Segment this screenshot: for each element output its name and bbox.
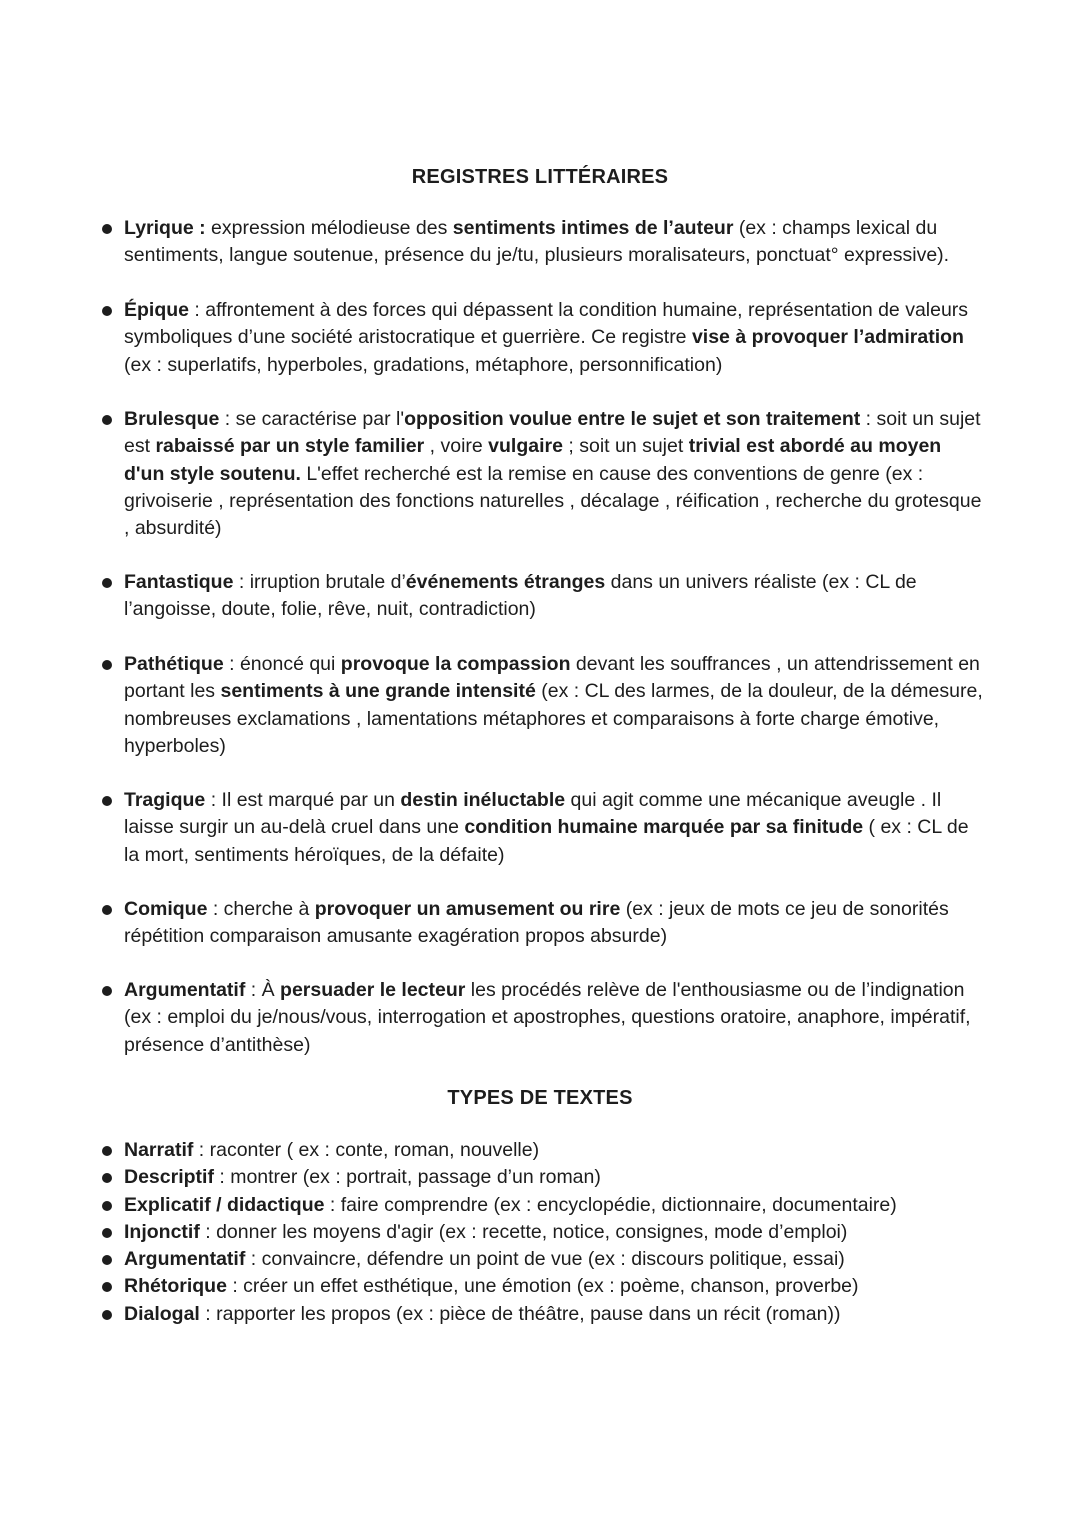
body-text: (ex : champs lexical du sentiments, langue soutenue, présence du je/tu, plusieurs moralisateurs, ponctuat° expressive). — [124, 217, 950, 267]
type-description: : donner les moyens d'agir (ex : recette, notice, consignes, mode d’emploi) — [199, 1220, 848, 1243]
registre-item — [124, 297, 984, 379]
bold-text: Pathétique — [124, 653, 224, 675]
body-text: devant les souffrances , un attendrissement en portant les — [124, 653, 980, 703]
registre-item — [124, 215, 984, 270]
body-text: : énoncé qui — [223, 653, 341, 675]
body-text: , voire — [424, 435, 489, 458]
type-item — [124, 1273, 1004, 1300]
body-text: (ex : jeux de mots ce jeu de sonorités répétition comparaison amusante exagération propos absurde) — [124, 898, 949, 948]
type-item — [124, 1219, 1004, 1246]
type-description: : montrer (ex : portrait, passage d’un roman) — [213, 1166, 601, 1189]
bold-text: vulgaire — [488, 435, 563, 458]
bullet-icon — [102, 1201, 112, 1211]
registre-item — [124, 787, 984, 869]
body-text: : se caractérise par l' — [219, 408, 405, 430]
bold-text: destin inéluctable — [400, 789, 566, 811]
bullet-icon — [102, 1310, 112, 1320]
type-name: Explicatif / didactique — [124, 1193, 325, 1216]
bold-text: Brulesque — [124, 408, 220, 430]
bullet-icon — [102, 1282, 112, 1292]
body-text: qui agit comme une mécanique aveugle . Il laisse surgir un au-delà cruel dans une — [124, 789, 942, 839]
bold-text: Épique — [124, 299, 190, 321]
bold-text: Comique — [124, 898, 208, 920]
body-text: ( ex : CL de la mort, sentiments héroïques, de la défaite) — [124, 816, 969, 866]
bold-text: événements étranges — [405, 571, 606, 593]
registres-title: REGISTRES LITTÉRAIRES — [411, 166, 669, 188]
type-name: Rhétorique — [124, 1275, 227, 1298]
registre-item — [124, 651, 984, 760]
bullet-icon — [102, 660, 112, 670]
body-text: : cherche à — [207, 898, 315, 920]
bold-text: trivial est abordé au moyen d'un style soutenu. — [124, 435, 942, 485]
bullet-icon — [102, 415, 112, 425]
type-description: : rapporter les propos (ex : pièce de théâtre, pause dans un récit (roman)) — [199, 1302, 841, 1325]
registre-item — [124, 977, 984, 1059]
type-name: Argumentatif — [124, 1248, 246, 1271]
body-text: : À — [245, 979, 281, 1001]
type-item — [124, 1192, 1004, 1219]
type-description: : faire comprendre (ex : encyclopédie, dictionnaire, documentaire) — [324, 1193, 897, 1216]
body-text: les procédés relève de l'enthousiasme ou de l’indignation (ex : emploi du je/nous/vous, interrogation et apostrophes, questions oratoire, anaphore, impératif, présence d’antithèse) — [124, 979, 971, 1056]
body-text: : irruption brutale d’ — [233, 571, 406, 593]
body-text: : Il est marqué par un — [205, 789, 401, 811]
bold-text: provoque la compassion — [340, 653, 571, 675]
body-text: ; soit un sujet — [562, 435, 689, 458]
bullet-icon — [102, 905, 112, 915]
type-item — [124, 1137, 1004, 1164]
type-name: Injonctif — [124, 1220, 200, 1243]
types-title: TYPES DE TEXTES — [447, 1087, 633, 1109]
bullet-icon — [102, 796, 112, 806]
bullet-icon — [102, 578, 112, 588]
type-description: : convaincre, défendre un point de vue (ex : discours politique, essai) — [245, 1248, 845, 1271]
bullet-icon — [102, 224, 112, 234]
body-text: (ex : superlatifs, hyperboles, gradations, métaphore, personnification) — [124, 353, 723, 376]
bold-text: persuader le lecteur — [280, 979, 466, 1001]
bullet-icon — [102, 986, 112, 996]
type-item — [124, 1246, 1004, 1273]
bold-text: sentiments à une grande intensité — [220, 680, 536, 703]
registre-item — [124, 569, 984, 624]
bold-text: opposition voulue entre le sujet et son traitement — [404, 408, 861, 430]
bold-text: Lyrique : — [124, 217, 206, 239]
bold-text: rabaissé par un style familier — [155, 435, 425, 458]
bullet-icon — [102, 1173, 112, 1183]
bold-text: provoquer un amusement ou rire — [314, 898, 621, 920]
bullet-icon — [102, 1146, 112, 1156]
bullet-icon — [102, 1255, 112, 1265]
type-item — [124, 1301, 1004, 1328]
bold-text: Tragique — [124, 789, 206, 811]
body-text: : soit un sujet est — [124, 408, 981, 458]
bold-text: vise à provoquer l’admiration — [691, 326, 964, 349]
type-name: Descriptif — [124, 1166, 214, 1189]
type-description: : créer un effet esthétique, une émotion (ex : poème, chanson, proverbe) — [226, 1275, 859, 1298]
bold-text: sentiments intimes de l’auteur — [452, 217, 734, 239]
body-text: L'effet recherché est la remise en cause des conventions de genre (ex : grivoiserie , représentation des fonctions naturelles , décalage , réification , recherche du grotesque , absurdité) — [124, 462, 982, 540]
bold-text: Fantastique — [124, 571, 234, 593]
body-text: : affrontement à des forces qui dépassent la condition humaine, représentation de valeurs symboliques d’une société aristocratique et guerrière. Ce registre — [124, 299, 969, 349]
body-text: (ex : CL des larmes, de la douleur, de la démesure, nombreuses exclamations , lamentations métaphores et comparaisons à forte charge émotive, hyperboles) — [124, 680, 983, 757]
body-text: expression mélodieuse des — [205, 217, 453, 239]
bold-text: condition humaine marquée par sa finitude — [464, 816, 864, 839]
types-list — [124, 1137, 1004, 1328]
type-description: : raconter ( ex : conte, roman, nouvelle) — [193, 1139, 540, 1161]
bullet-icon — [102, 1228, 112, 1238]
bullet-icon — [102, 306, 112, 316]
bold-text: Argumentatif — [124, 979, 246, 1001]
registre-item — [124, 406, 984, 542]
type-name: Narratif — [124, 1139, 194, 1161]
body-text: dans un univers réaliste (ex : CL de l’angoisse, doute, folie, rêve, nuit, contradiction) — [124, 571, 917, 621]
registre-item — [124, 896, 984, 951]
type-item — [124, 1164, 1004, 1191]
type-name: Dialogal — [124, 1302, 200, 1325]
